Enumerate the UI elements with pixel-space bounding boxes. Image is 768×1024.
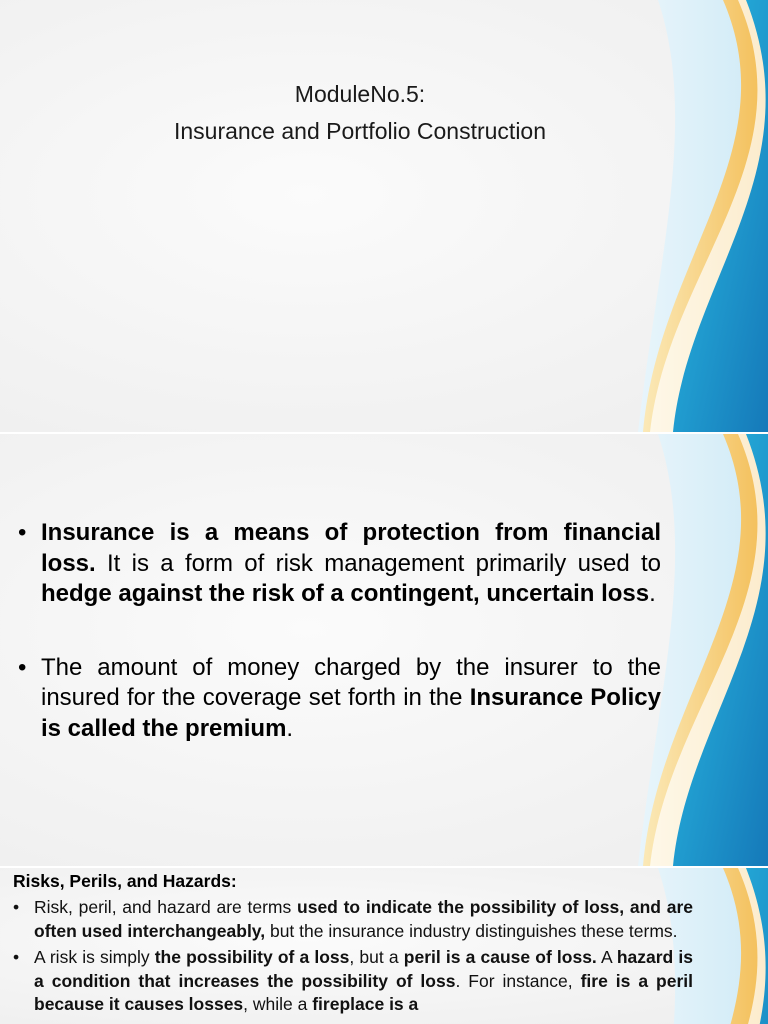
risk-terms-bold: used to indicate the possibility of loss, and are often used interchangeably, <box>34 897 693 941</box>
list-item <box>18 653 661 745</box>
fireplace-bold: fireplace is a <box>312 994 419 1014</box>
slide-insurance-definition <box>0 434 768 866</box>
premium-bold: Insurance Policy is called the premium <box>41 684 661 742</box>
bullet-marker: • <box>18 653 27 681</box>
period: . <box>649 580 656 607</box>
module-title: Insurance and Portfolio Construction <box>173 118 547 144</box>
insurance-bullet-list <box>18 518 661 787</box>
module-number: ModuleNo.5: <box>294 81 426 107</box>
peril-definition-bold: peril is a cause of loss. <box>403 947 597 967</box>
risks-bullet-list <box>13 896 693 1020</box>
slide-title-text <box>0 76 720 150</box>
hedge-risk-bold: hedge against the risk of a contingent, uncertain loss <box>41 580 650 607</box>
a-text: A <box>596 947 617 967</box>
while-a-text: , while a <box>243 994 313 1014</box>
slide-title <box>0 0 768 432</box>
risk-definition-text: A risk is simply <box>34 947 155 967</box>
fire-peril-bold: fire is a peril because it causes losses <box>34 970 694 1014</box>
for-instance-text: . For instance, <box>455 970 581 991</box>
hazard-definition-bold: hazard is a condition that increases the possibility of loss <box>34 947 693 991</box>
bullet-marker: • <box>13 897 20 917</box>
insurance-definition-bold: Insurance is a means of protection from financial loss. <box>41 519 661 577</box>
bullet-marker: • <box>13 947 20 967</box>
period: . <box>286 714 294 742</box>
bullet-marker: • <box>18 519 27 546</box>
insurance-definition-text: It is a form of risk management primarily used to <box>95 549 661 577</box>
list-item <box>13 946 693 1017</box>
premium-text: The amount of money charged by the insurer to the insured for the coverage set forth in the <box>41 653 661 711</box>
industry-distinguishes-text: but the insurance industry distinguishes these terms. <box>265 920 678 941</box>
but-a-text: , but a <box>349 947 404 967</box>
risk-terms-text: Risk, peril, and hazard are terms <box>34 897 298 917</box>
slide-risks-perils-hazards <box>0 868 768 1024</box>
list-item <box>13 896 693 943</box>
list-item <box>18 518 661 610</box>
wave-decoration <box>638 0 768 432</box>
section-heading: Risks, Perils, and Hazards: <box>13 871 237 891</box>
possibility-of-loss-bold: the possibility of a loss <box>154 947 350 967</box>
